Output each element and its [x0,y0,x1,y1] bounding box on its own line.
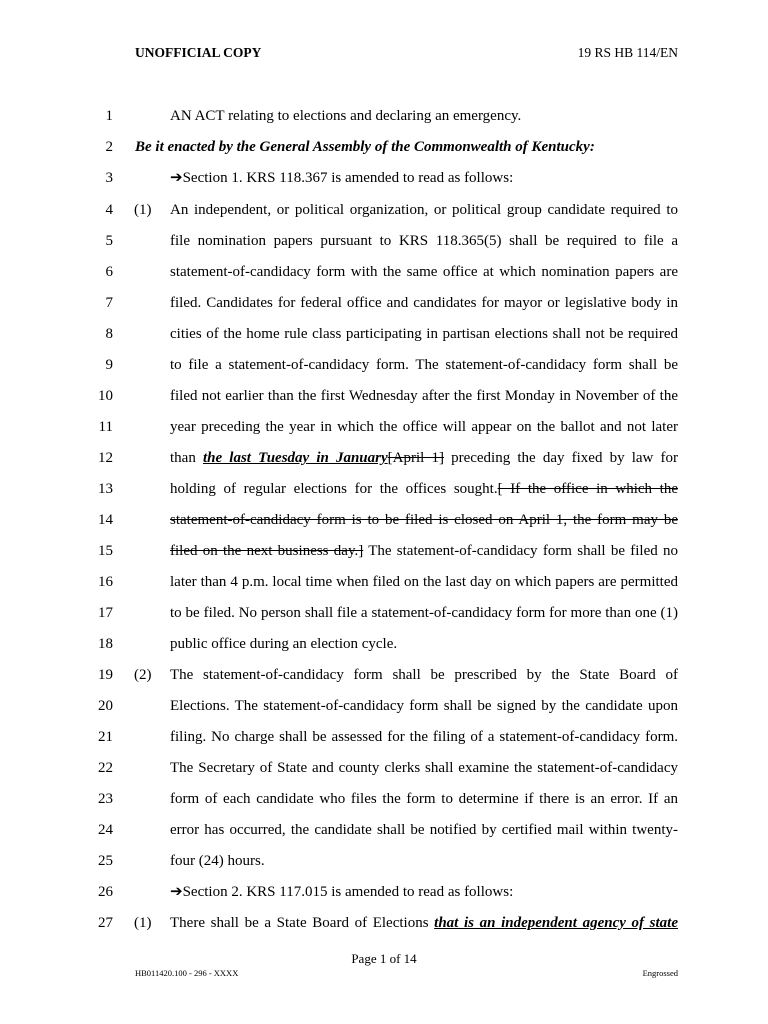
document-line [0,696,768,727]
arrow-icon: ➔ [170,170,183,186]
line-number: 27 [98,915,113,931]
document-line [0,479,768,510]
line-text: to file a statement-of-candidacy form. The statement-of-candidacy form shall be [170,357,678,373]
line-text: public office during an election cycle. [170,636,398,652]
line-number: 4 [105,202,113,218]
line-text: to be filed. No person shall file a statement-of-candidacy form for more than one (1) [170,605,678,621]
line-text: Elections. The statement-of-candidacy form shall be signed by the candidate upon [170,698,678,714]
line-text: filed on the next business day.] The statement-of-candidacy form shall be filed no [170,543,678,559]
line-text: later than 4 p.m. local time when filed on the last day on which papers are permitted [170,574,678,590]
line-number: 17 [98,605,113,621]
document-line [0,137,768,168]
line-text: form of each candidate who files the form to determine if there is an error. If an [170,791,678,807]
section-heading: ➔Section 2. KRS 117.015 is amended to read as follows: [170,884,514,900]
document-line [0,572,768,603]
document-line [0,355,768,386]
line-text: four (24) hours. [170,853,265,869]
subsection-number: (1) [134,202,152,218]
document-line [0,293,768,324]
line-number: 15 [98,543,113,559]
document-line [0,510,768,541]
line-number: 5 [105,233,113,249]
document-line [0,913,768,944]
line-number: 23 [98,791,113,807]
line-number: 3 [105,170,113,186]
arrow-icon: ➔ [170,884,183,900]
line-text: holding of regular elections for the offices sought.[ If the office in which the [170,481,678,497]
line-number: 20 [98,698,113,714]
deleted-text: [ If the office in which the [497,481,678,497]
line-number: 21 [98,729,113,745]
line-number: 7 [105,295,113,311]
document-line [0,231,768,262]
line-text: error has occurred, the candidate shall be notified by certified mail within twenty- [170,822,678,838]
line-number: 6 [105,264,113,280]
document-line [0,758,768,789]
bill-number: 19 RS HB 114/EN [577,45,678,60]
line-number: 25 [98,853,113,869]
line-text: filing. No charge shall be assessed for the filing of a statement-of-candidacy form. [170,729,678,745]
document-line [0,603,768,634]
line-text: than the last Tuesday in January[April 1] preceding the day fixed by law for [170,450,678,466]
line-number: 1 [105,108,113,124]
document-line [0,665,768,696]
line-number: 26 [98,884,113,900]
header-title: UNOFFICIAL COPY [135,45,262,60]
inserted-text: that is an independent agency of state [434,915,678,931]
document-line [0,820,768,851]
line-text: An independent, or political organization, or political group candidate required to [170,202,678,218]
line-number: 11 [98,419,113,435]
line-text: The Secretary of State and county clerks shall examine the statement-of-candidacy [170,760,678,776]
line-text: cities of the home rule class participating in partisan elections shall not be required [170,326,678,342]
line-number: 24 [98,822,113,838]
document-code: HB011420.100 - 296 - XXXX [135,968,239,978]
line-text: There shall be a State Board of Elections that is an independent agency of state [170,915,678,931]
document-line [0,262,768,293]
line-number: 10 [98,388,113,404]
line-number: 2 [105,139,113,155]
document-line [0,448,768,479]
document-line [0,882,768,913]
document-line [0,789,768,820]
enacting-clause: Be it enacted by the General Assembly of the Commonwealth of Kentucky: [135,139,595,155]
document-line [0,386,768,417]
page-number: Page 1 of 14 [351,951,417,966]
line-text: file nomination papers pursuant to KRS 118.365(5) shall be required to file a [170,233,678,249]
line-number: 19 [98,667,113,683]
line-number: 18 [98,636,113,652]
line-text: statement-of-candidacy form with the same office at which nomination papers are [170,264,678,280]
line-number: 14 [98,512,113,528]
line-text: The statement-of-candidacy form shall be prescribed by the State Board of [170,667,678,683]
deleted-text: [April 1] [387,450,444,466]
document-line [0,541,768,572]
document-status: Engrossed [642,968,678,978]
line-number: 16 [98,574,113,590]
line-number: 9 [105,357,113,373]
document-line [0,324,768,355]
line-text: filed not earlier than the first Wednesday after the first Monday in November of the [170,388,678,404]
document-line [0,727,768,758]
line-number: 8 [105,326,113,342]
line-text: filed. Candidates for federal office and candidates for mayor or legislative body in [170,295,678,311]
document-line [0,851,768,882]
line-text: AN ACT relating to elections and declaring an emergency. [170,108,522,124]
line-text: year preceding the year in which the office will appear on the ballot and not later [170,419,678,435]
document-line [0,200,768,231]
subsection-number: (1) [134,915,152,931]
document-line [0,634,768,665]
document-line [0,106,768,137]
line-number: 22 [98,760,113,776]
document-line [0,168,768,199]
document-line [0,417,768,448]
section-heading: ➔Section 1. KRS 118.367 is amended to read as follows: [170,170,514,186]
inserted-text: the last Tuesday in January [202,450,388,466]
line-number: 13 [98,481,113,497]
deleted-text: statement-of-candidacy form is to be filed is closed on April 1, the form may be [170,512,678,528]
subsection-number: (2) [134,667,152,683]
deleted-text: filed on the next business day.] [170,543,364,559]
line-number: 12 [98,450,113,466]
